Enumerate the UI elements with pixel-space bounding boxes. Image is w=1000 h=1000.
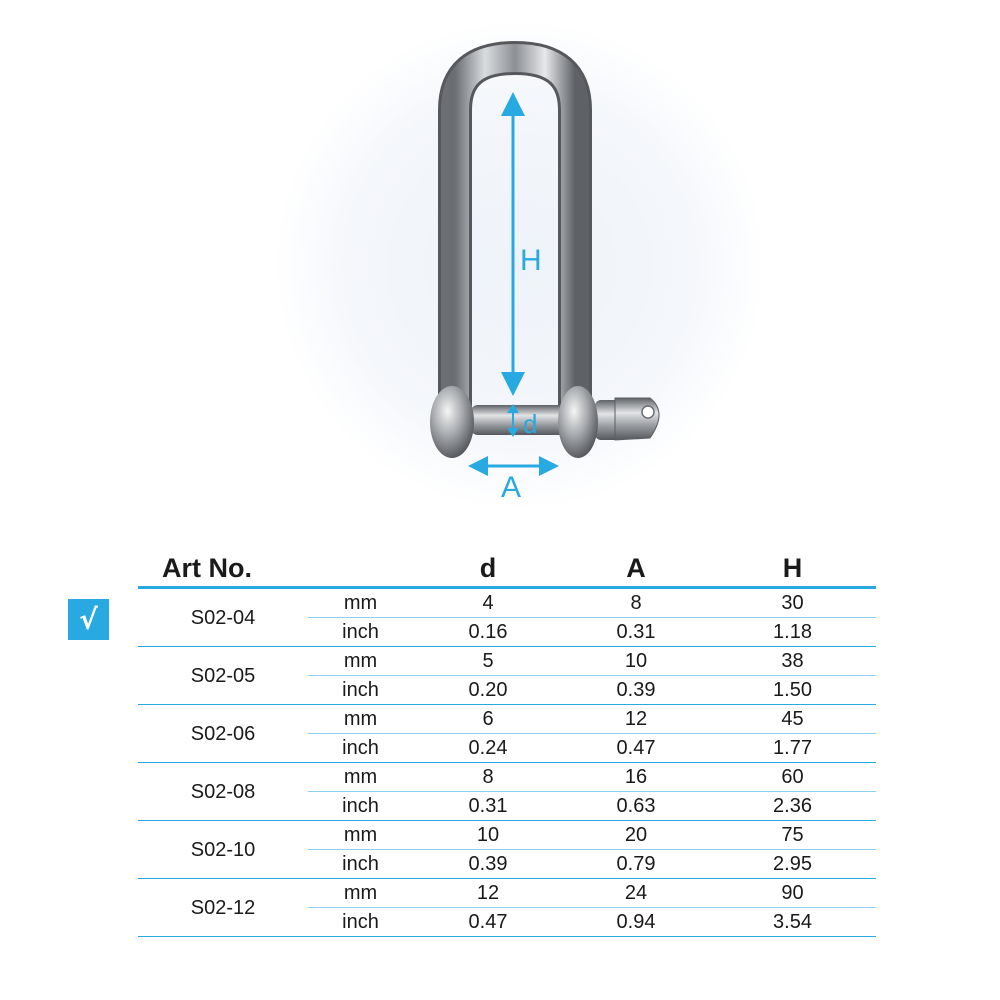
left-knob <box>430 386 474 458</box>
value-mm-d: 8 <box>413 763 563 792</box>
value-mm-h: 38 <box>709 647 876 676</box>
width-label: A <box>501 471 522 504</box>
value-inch-h: 2.36 <box>709 792 876 821</box>
spec-table-body <box>138 588 876 937</box>
value-mm-h: 90 <box>709 879 876 908</box>
value-inch-a: 0.31 <box>563 618 709 647</box>
height-label: H <box>520 244 542 277</box>
table-row-mm <box>138 647 876 676</box>
value-inch-h: 1.18 <box>709 618 876 647</box>
value-inch-a: 0.63 <box>563 792 709 821</box>
pin-eye-hole <box>642 406 654 418</box>
unit-mm: mm <box>308 705 413 734</box>
header-a: A <box>563 548 709 588</box>
value-mm-a: 16 <box>563 763 709 792</box>
value-mm-a: 20 <box>563 821 709 850</box>
art-number: S02-04 <box>138 588 308 647</box>
value-inch-a: 0.94 <box>563 908 709 937</box>
header-art-no: Art No. <box>138 548 308 588</box>
art-number: S02-05 <box>138 647 308 705</box>
unit-inch: inch <box>308 908 413 937</box>
table-row-mm <box>138 879 876 908</box>
value-inch-a: 0.47 <box>563 734 709 763</box>
value-inch-h: 1.77 <box>709 734 876 763</box>
value-inch-d: 0.20 <box>413 676 563 705</box>
value-mm-d: 6 <box>413 705 563 734</box>
value-mm-d: 4 <box>413 588 563 618</box>
value-mm-a: 8 <box>563 588 709 618</box>
table-row-mm <box>138 588 876 618</box>
unit-inch: inch <box>308 792 413 821</box>
value-inch-a: 0.79 <box>563 850 709 879</box>
value-mm-d: 10 <box>413 821 563 850</box>
value-inch-d: 0.24 <box>413 734 563 763</box>
art-number: S02-10 <box>138 821 308 879</box>
value-mm-h: 45 <box>709 705 876 734</box>
value-mm-h: 30 <box>709 588 876 618</box>
spec-table <box>138 548 876 937</box>
value-mm-a: 24 <box>563 879 709 908</box>
unit-mm: mm <box>308 821 413 850</box>
value-inch-h: 3.54 <box>709 908 876 937</box>
pin-eye <box>615 398 659 440</box>
value-mm-a: 10 <box>563 647 709 676</box>
value-inch-d: 0.31 <box>413 792 563 821</box>
header-unit <box>308 548 413 588</box>
check-badge: √ <box>68 599 109 640</box>
value-inch-d: 0.39 <box>413 850 563 879</box>
value-mm-d: 5 <box>413 647 563 676</box>
table-header-row <box>138 548 876 588</box>
unit-mm: mm <box>308 647 413 676</box>
table-row-mm <box>138 763 876 792</box>
unit-inch: inch <box>308 618 413 647</box>
unit-mm: mm <box>308 763 413 792</box>
unit-inch: inch <box>308 850 413 879</box>
value-inch-a: 0.39 <box>563 676 709 705</box>
art-number: S02-12 <box>138 879 308 937</box>
right-knob <box>558 386 598 458</box>
value-mm-d: 12 <box>413 879 563 908</box>
value-inch-h: 1.50 <box>709 676 876 705</box>
value-inch-h: 2.95 <box>709 850 876 879</box>
art-number: S02-06 <box>138 705 308 763</box>
unit-mm: mm <box>308 879 413 908</box>
value-inch-d: 0.47 <box>413 908 563 937</box>
value-mm-h: 60 <box>709 763 876 792</box>
table-row-mm <box>138 705 876 734</box>
header-h: H <box>709 548 876 588</box>
header-d: d <box>413 548 563 588</box>
value-mm-h: 75 <box>709 821 876 850</box>
unit-mm: mm <box>308 588 413 618</box>
value-mm-a: 12 <box>563 705 709 734</box>
unit-inch: inch <box>308 734 413 763</box>
diameter-label: d <box>523 409 538 439</box>
unit-inch: inch <box>308 676 413 705</box>
table-row-mm <box>138 821 876 850</box>
art-number: S02-08 <box>138 763 308 821</box>
value-inch-d: 0.16 <box>413 618 563 647</box>
